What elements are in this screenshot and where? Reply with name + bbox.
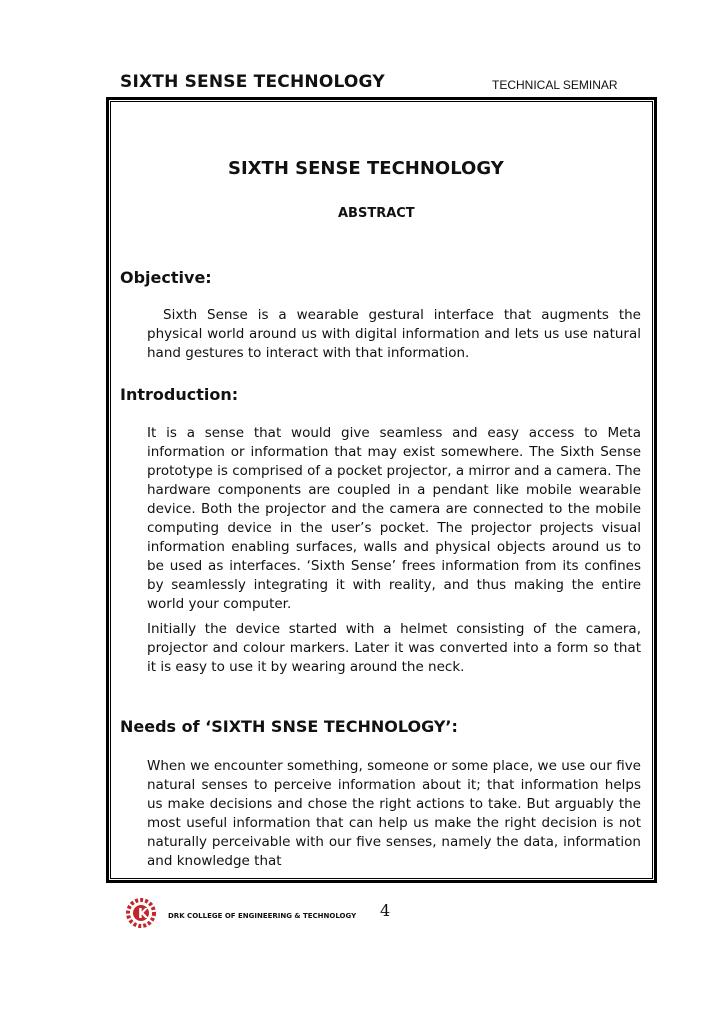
- college-name: DRK COLLEGE OF ENGINEERING & TECHNOLOGY: [168, 912, 357, 920]
- running-header-title: SIXTH SENSE TECHNOLOGY: [120, 72, 385, 92]
- introduction-heading: Introduction:: [120, 385, 239, 404]
- college-logo: [125, 898, 161, 928]
- document-title: SIXTH SENSE TECHNOLOGY: [228, 158, 504, 179]
- logo-letter: K: [138, 907, 149, 922]
- page-number: 4: [380, 901, 391, 920]
- needs-paragraph: When we encounter something, someone or some place, we use our five natural senses to perceive information about it; that information helps us make decisions and chose the right actions to take. But arguably the most useful information that can help us make the right decision is not naturally perceivable with our five senses, namely the data, information and knowledge that: [147, 758, 641, 869]
- objective-heading: Objective:: [120, 268, 212, 287]
- introduction-paragraph-2: Initially the device started with a helmet consisting of the camera, projector and colour markers. Later it was converted into a form so that it is easy to use it by wearing around the neck.: [147, 621, 641, 675]
- document-subtitle: ABSTRACT: [338, 206, 415, 221]
- objective-paragraph: Sixth Sense is a wearable gestural interface that augments the physical world around us with digital information and lets us use natural hand gestures to interact with that information.: [147, 307, 641, 361]
- needs-heading: Needs of ‘SIXTH SNSE TECHNOLOGY’:: [120, 717, 458, 736]
- introduction-paragraph-1: It is a sense that would give seamless and easy access to Meta information or information that may exist somewhere. The Sixth Sense prototype is comprised of a pocket projector, a mirror and a camera. The hardware components are coupled in a pendant like mobile wearable device. Both the projector and the camera are connected to the mobile computing device in the user’s pocket. The projector projects visual information enabling surfaces, walls and physical objects around us to be used as interfaces. ‘Sixth Sense’ frees information from its confines by seamlessly integrating it with reality, and thus making the entire world your computer.: [147, 425, 641, 612]
- running-header-label: TECHNICAL SEMINAR: [492, 78, 618, 92]
